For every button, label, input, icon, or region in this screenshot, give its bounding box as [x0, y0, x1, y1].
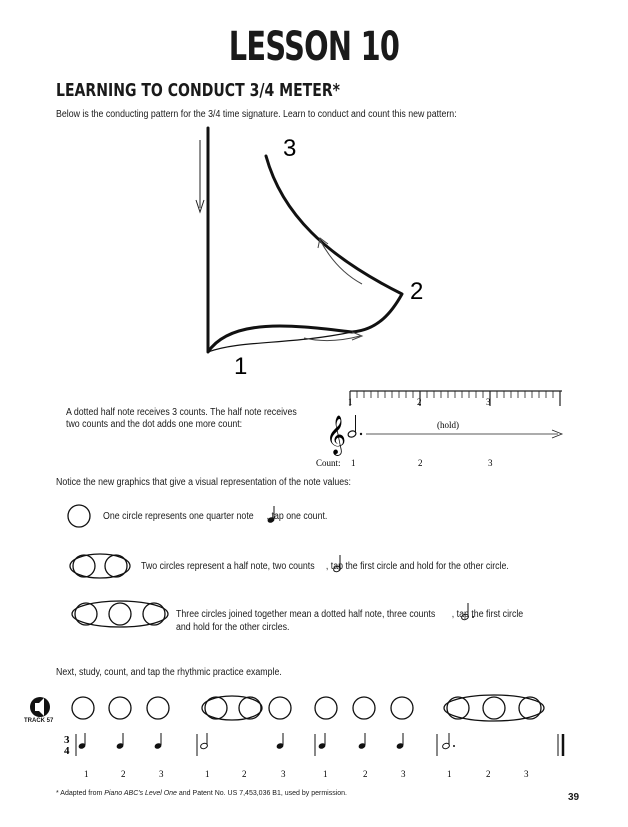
practice-circle: [315, 697, 337, 719]
next-text: Next, study, count, and tap the rhythmic practice example.: [56, 667, 282, 678]
practice-count-number: 3: [159, 769, 164, 779]
three-circles-text-before: Three circles joined together mean a dotted half note, three counts: [176, 609, 436, 620]
time-signature-bottom: 4: [64, 745, 70, 757]
hold-label: (hold): [437, 420, 459, 430]
ruler-number-2: 2: [417, 397, 422, 407]
two-circles-text-before: Two circles represent a half note, two counts: [141, 561, 315, 572]
two-circles-text-after: , tap the first circle and hold for the other circle.: [325, 561, 509, 572]
practice-count-number: 2: [242, 769, 247, 779]
one-circle-text-after: , tap one count.: [266, 511, 328, 522]
quarter-note: [78, 733, 86, 750]
half-note: [200, 733, 208, 750]
practice-count-number: 1: [205, 769, 210, 779]
treble-clef-icon: 𝄞: [326, 417, 347, 454]
ruler-number-1: 1: [348, 397, 353, 407]
practice-circle: [72, 697, 94, 719]
practice-count-number: 1: [84, 769, 89, 779]
dotted-half-note: [442, 733, 455, 750]
quarter-note: [276, 733, 284, 750]
quarter-note: [358, 733, 366, 750]
intro-text: Below is the conducting pattern for the 3/4 time signature. Learn to conduct and count this new pattern:: [56, 109, 457, 120]
footnote-title: Piano ABC's Level One: [104, 790, 177, 797]
practice-count-number: 2: [363, 769, 368, 779]
practice-circle: [353, 697, 375, 719]
count-label: Count:: [316, 458, 341, 468]
footnote-prefix: * Adapted from: [56, 790, 105, 797]
practice-count-number: 1: [323, 769, 328, 779]
quarter-note: [154, 733, 162, 750]
practice-count-number: 3: [401, 769, 406, 779]
footnote: [56, 790, 347, 797]
practice-count-number: 2: [121, 769, 126, 779]
count-number-1: 1: [351, 458, 356, 468]
notice-text: Notice the new graphics that give a visual representation of the note values:: [56, 477, 351, 488]
ruler-number-3: 3: [486, 397, 491, 407]
practice-circle: [109, 697, 131, 719]
one-circle-text-before: One circle represents one quarter note: [103, 511, 254, 522]
count-number-3: 3: [488, 458, 493, 468]
dotted-half-description: A dotted half note receives 3 counts. The half note receives two counts and the dot adds one more count:: [66, 407, 297, 430]
section-title: LEARNING TO CONDUCT 3/4 METER*: [56, 80, 341, 101]
practice-dotted-half-circles: [444, 695, 544, 721]
practice-count-number: 1: [447, 769, 452, 779]
practice-circle: [269, 697, 291, 719]
count-number-2: 2: [418, 458, 423, 468]
page-number: 39: [568, 792, 580, 803]
track-label: TRACK 57: [24, 718, 54, 724]
practice-count-number: 3: [281, 769, 286, 779]
practice-circle: [147, 697, 169, 719]
three-circles-text-after: , tap the first circle: [451, 609, 524, 620]
beat-label-2: 2: [410, 278, 424, 305]
quarter-note: [396, 733, 404, 750]
practice-half-note-circles: [202, 696, 262, 720]
quarter-note: [318, 733, 326, 750]
track-speaker-icon[interactable]: [30, 697, 50, 717]
practice-circle: [391, 697, 413, 719]
lesson-title: LESSON 10: [228, 24, 400, 70]
beat-label-3: 3: [283, 135, 297, 162]
time-signature-top: 3: [64, 734, 70, 746]
footnote-suffix: and Patent No. US 7,453,036 B1, used by permission.: [176, 790, 348, 797]
practice-count-number: 2: [486, 769, 491, 779]
quarter-note: [116, 733, 124, 750]
practice-count-number: 3: [524, 769, 529, 779]
three-circles-text-line2: and hold for the other circles.: [176, 622, 290, 633]
beat-label-1: 1: [234, 353, 248, 380]
